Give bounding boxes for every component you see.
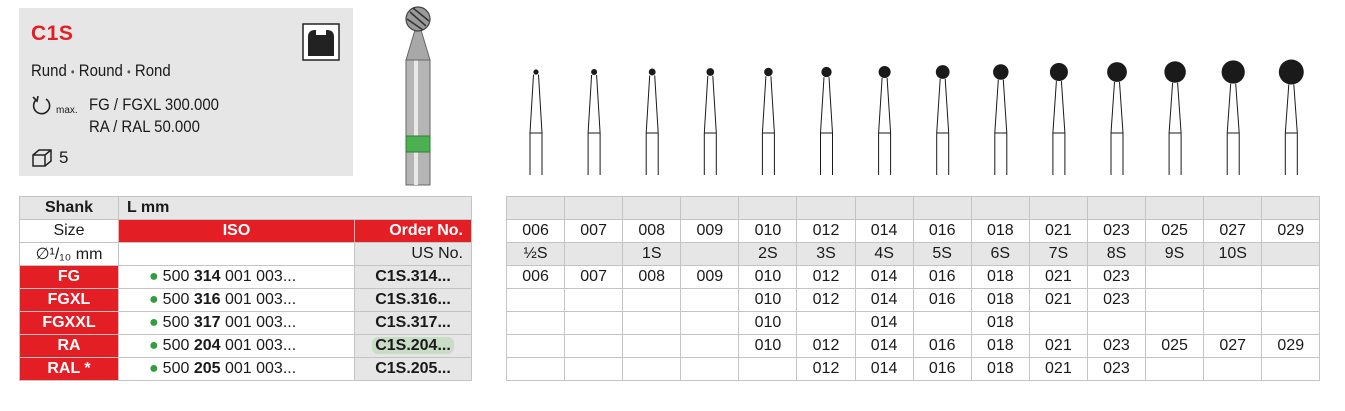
size-shank-029 [1285,84,1297,175]
size-head-023 [1107,62,1127,82]
size-cell: 027 [1204,220,1262,243]
availability-cell: 012 [797,358,855,381]
grid-header-cell [971,197,1029,220]
size-head-008 [649,69,656,76]
order-cell [355,335,472,358]
grid-header-cell [565,197,623,220]
us-number-cell: 3S [797,243,855,266]
iso-mid: 316 [193,291,221,308]
grid-header-cell [1262,197,1320,220]
availability-cell [1262,289,1320,312]
iso-cell [119,289,355,312]
size-head-027 [1222,60,1245,83]
bur-illustrations [0,0,1345,190]
iso-mid: 204 [193,337,221,354]
shape-en: Round [78,61,123,80]
availability-cell [623,358,681,381]
availability-cell [1262,266,1320,289]
availability-cell: 018 [971,358,1029,381]
size-shank-014 [879,78,891,175]
package-quantity: 5 [59,148,69,167]
us-number-cell [681,243,739,266]
size-head-010 [764,68,773,77]
availability-cell: 027 [1204,335,1262,358]
availability-cell [1146,266,1204,289]
shank-cell: FGXXL [20,312,119,335]
shank-cell: RA [20,335,119,358]
order-number: C1S.317... [375,314,451,331]
size-cell: 012 [797,220,855,243]
availability-cell: 018 [971,289,1029,312]
availability-cell: 009 [681,266,739,289]
us-number-row [507,243,1320,266]
size-cell: 016 [913,220,971,243]
availability-cell: 023 [1087,266,1145,289]
order-table [19,196,472,381]
size-cell: 007 [565,220,623,243]
availability-cell: 012 [797,335,855,358]
order-cell [355,358,472,381]
rpm-fg: FG / FGXL 300.000 [89,95,220,114]
size-head-016 [936,65,950,79]
availability-cell: 018 [971,335,1029,358]
availability-cell: 016 [913,289,971,312]
ring-dot-icon: ● [149,337,159,354]
grid-header-cell [1029,197,1087,220]
availability-cell [565,289,623,312]
shank-header: Shank [20,197,119,220]
availability-cell [507,312,565,335]
bur-neck [406,30,430,60]
size-shank-023 [1111,82,1123,175]
ring-dot-icon: ● [149,360,159,377]
availability-row [507,335,1320,358]
availability-cell [1262,358,1320,381]
shank-cell: RAL * [20,358,119,381]
separator-1: • [70,65,75,79]
iso-suffix: 001 003... [224,291,297,308]
order-number: C1S.205... [375,360,451,377]
lmm-header: L mm [119,197,472,220]
size-shank-012 [821,77,833,175]
availability-cell: 010 [739,289,797,312]
green-ring-icon [406,136,430,152]
availability-cell [913,312,971,335]
availability-cell [1204,289,1262,312]
grid-header-cell [1146,197,1204,220]
size-cell: 025 [1146,220,1204,243]
availability-cell [797,312,855,335]
availability-cell: 016 [913,358,971,381]
ring-dot-icon: ● [149,314,159,331]
size-head-007 [591,69,597,75]
availability-cell: 029 [1262,335,1320,358]
iso-prefix: 500 [162,337,190,354]
availability-cell: 023 [1087,335,1145,358]
size-cell: 018 [971,220,1029,243]
iso-mid: 317 [193,314,221,331]
grid-header-cell [913,197,971,220]
availability-cell: 010 [739,266,797,289]
availability-cell [1204,266,1262,289]
availability-cell [623,289,681,312]
availability-cell: 007 [565,266,623,289]
availability-cell [681,312,739,335]
availability-cell: 023 [1087,358,1145,381]
size-head-025 [1164,61,1186,83]
availability-cell [1029,312,1087,335]
availability-cell [507,289,565,312]
iso-cell [119,335,355,358]
availability-cell [681,289,739,312]
rpm-ra: RA / RAL 50.000 [89,117,200,136]
iso-suffix: 001 003... [224,268,297,285]
size-shank-009 [704,76,716,175]
table-row [20,266,472,289]
separator-2: • [127,65,131,79]
availability-cell: 016 [913,266,971,289]
availability-cell: 021 [1029,289,1087,312]
table-row [20,335,472,358]
grid-header-cell [507,197,565,220]
size-shank-006 [530,75,542,175]
size-shank-021 [1053,81,1065,175]
grid-header-cell [797,197,855,220]
size-shank-018 [995,80,1007,175]
size-cell: 008 [623,220,681,243]
availability-cell: 023 [1087,289,1145,312]
grid-header-cell [623,197,681,220]
us-number-cell: 7S [1029,243,1087,266]
availability-cell [565,312,623,335]
availability-cell: 014 [855,335,913,358]
iso-prefix: 500 [162,268,190,285]
product-code: C1S [31,22,74,45]
size-shank-007 [588,75,600,175]
availability-cell [565,358,623,381]
availability-cell [681,335,739,358]
grid-header-cell [1087,197,1145,220]
iso-cell [119,358,355,381]
shank-cell: FG [20,266,119,289]
us-number-cell: 4S [855,243,913,266]
availability-cell: 014 [855,358,913,381]
availability-cell [1204,312,1262,335]
availability-cell: 008 [623,266,681,289]
us-number-cell [565,243,623,266]
size-cell: 029 [1262,220,1320,243]
iso-prefix: 500 [162,291,190,308]
us-number-cell [1262,243,1320,266]
availability-cell [1146,289,1204,312]
size-head-029 [1279,60,1304,85]
order-number: C1S.314... [375,268,451,285]
availability-cell [1262,312,1320,335]
availability-cell: 016 [913,335,971,358]
size-cell: 014 [855,220,913,243]
shank-cell: FGXL [20,289,119,312]
iso-cell [119,266,355,289]
availability-cell: 021 [1029,335,1087,358]
order-header: Order No. [355,220,472,243]
availability-cell [1146,358,1204,381]
size-shank-016 [937,79,949,175]
size-shank-027 [1227,84,1239,175]
iso-prefix: 500 [162,360,190,377]
grid-header-cell [681,197,739,220]
availability-cell [623,312,681,335]
size-head-012 [821,67,831,77]
size-shank-025 [1169,83,1181,175]
order-number: C1S.204... [372,337,454,354]
availability-cell: 021 [1029,358,1087,381]
availability-cell: 012 [797,289,855,312]
order-number: C1S.316... [375,291,451,308]
us-number-cell: ½S [507,243,565,266]
availability-cell: 014 [855,266,913,289]
order-cell [355,266,472,289]
availability-cell: 014 [855,312,913,335]
grid-header-cell [739,197,797,220]
table-row [20,312,472,335]
availability-cell [739,358,797,381]
us-number-cell: 2S [739,243,797,266]
availability-cell: 010 [739,335,797,358]
size-label: Size [20,220,119,243]
iso-suffix: 001 003... [224,360,297,377]
size-cell: 021 [1029,220,1087,243]
table-row [20,358,472,381]
ring-dot-icon: ● [149,268,159,285]
availability-cell [681,358,739,381]
availability-cell [1204,358,1262,381]
us-number-cell: 6S [971,243,1029,266]
us-number-cell: 10S [1204,243,1262,266]
availability-cell: 010 [739,312,797,335]
size-cell: 006 [507,220,565,243]
availability-cell [507,358,565,381]
availability-cell: 021 [1029,266,1087,289]
size-cell: 023 [1087,220,1145,243]
size-grid [506,196,1320,381]
grid-header-cell [1204,197,1262,220]
availability-cell [565,335,623,358]
bur-shank-shine [414,60,418,185]
iso-suffix: 001 003... [224,337,297,354]
size-shank-010 [762,76,774,175]
iso-cell [119,312,355,335]
grid-header-cell [855,197,913,220]
size-cell: 010 [739,220,797,243]
availability-row [507,266,1320,289]
iso-suffix: 001 003... [224,314,297,331]
size-head-014 [879,66,891,78]
availability-cell [623,335,681,358]
iso-header: ISO [119,220,355,243]
availability-row [507,289,1320,312]
size-head-018 [993,64,1008,79]
iso-prefix: 500 [162,314,190,331]
rpm-max-label: max. [56,105,78,116]
availability-cell: 014 [855,289,913,312]
availability-cell: 012 [797,266,855,289]
us-number-cell: 5S [913,243,971,266]
availability-cell [1087,312,1145,335]
size-head-021 [1050,63,1068,81]
grid-header-row [507,197,1320,220]
table-row [20,289,472,312]
us-no-label: US No. [355,243,472,266]
iso-blank [119,243,355,266]
iso-mid: 314 [193,268,221,285]
availability-row [507,312,1320,335]
availability-row [507,358,1320,381]
order-cell [355,289,472,312]
size-head-009 [706,68,714,76]
availability-cell [507,335,565,358]
availability-cell [1146,312,1204,335]
size-row [507,220,1320,243]
availability-cell: 025 [1146,335,1204,358]
availability-cell: 018 [971,266,1029,289]
size-shank-008 [646,75,658,175]
shape-fr: Rond [134,61,171,80]
size-cell: 009 [681,220,739,243]
diameter-label: ∅¹/₁₀ mm [20,243,119,266]
availability-cell: 006 [507,266,565,289]
us-number-cell: 8S [1087,243,1145,266]
us-number-cell: 9S [1146,243,1204,266]
ring-dot-icon: ● [149,291,159,308]
iso-mid: 205 [193,360,221,377]
size-head-006 [533,69,538,74]
us-number-cell: 1S [623,243,681,266]
availability-cell: 018 [971,312,1029,335]
order-cell [355,312,472,335]
shape-de: Rund [31,61,67,80]
